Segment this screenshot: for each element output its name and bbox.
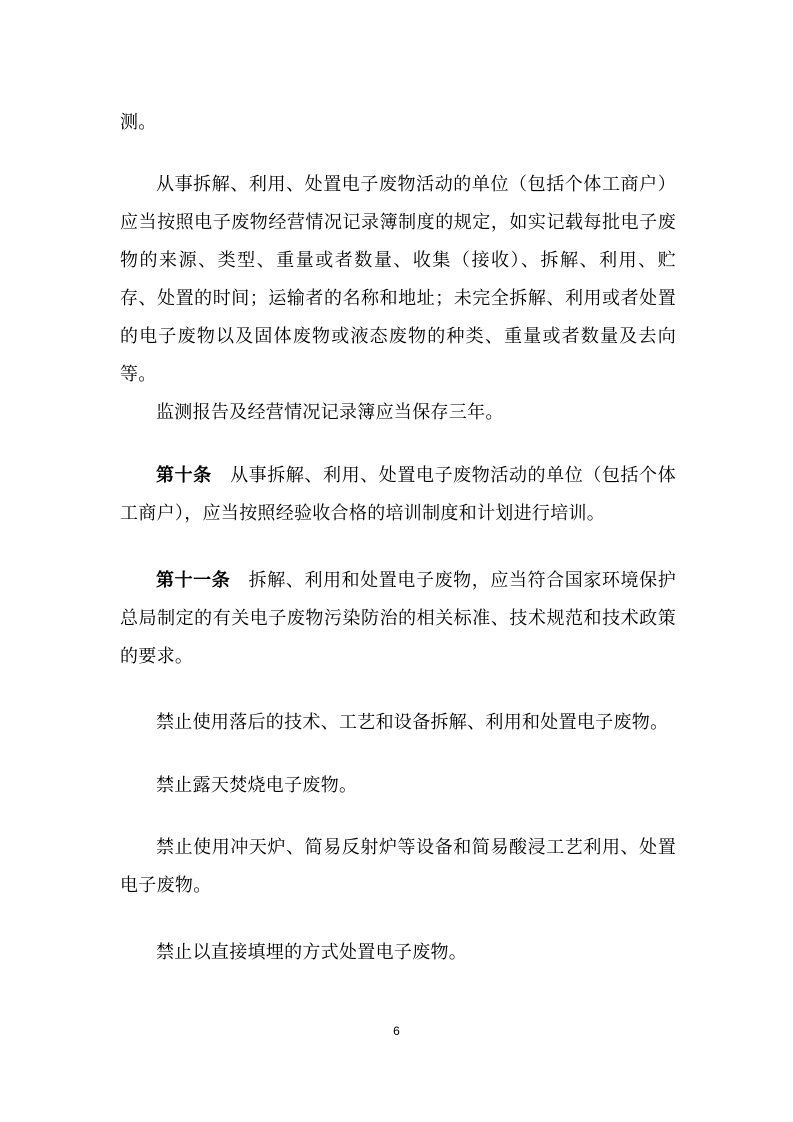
paragraph-prohibit-burning: 禁止露天焚烧电子废物。 [156,775,358,796]
article-11-text: 拆解、利用和处置电子废物，应当符合国家环境保护总局制定的有关电子废物污染防治的相关标准、技术规范和技术政策的要求。 [120,570,676,667]
paragraph-prohibit-furnace: 禁止使用冲天炉、简易反射炉等设备和简易酸浸工艺利用、处置电子废物。 [120,837,676,896]
paragraph-prohibit-outdated: 禁止使用落后的技术、工艺和设备拆解、利用和处置电子废物。 [156,712,669,733]
article-10-text: 从事拆解、利用、处置电子废物活动的单位（包括个体工商户），应当按照经验收合格的培训制度和计划进行培训。 [120,465,676,524]
article-11-label: 第十一条 [156,570,231,591]
paragraph-continuation: 测。 [120,112,157,133]
paragraph-retention: 监测报告及经营情况记录簿应当保存三年。 [156,402,504,423]
article-11 [120,562,676,676]
paragraph-record-keeping: 从事拆解、利用、处置电子废物活动的单位（包括个体工商户）应当按照电子废物经营情况记录簿制度的规定，如实记载每批电子废物的来源、类型、重量或者数量、收集（接收）、拆解、利用、贮存、处置的时间；运输者的名称和地址；未完全拆解、利用或者处置的电子废物以及固体废物或液态废物的种类、重量或者数量及去向等。 [120,174,676,385]
page-number: 6 [393,1024,400,1038]
paragraph-prohibit-landfill: 禁止以直接填埋的方式处置电子废物。 [156,942,468,963]
article-10 [120,457,676,533]
article-10-label: 第十条 [156,465,212,486]
